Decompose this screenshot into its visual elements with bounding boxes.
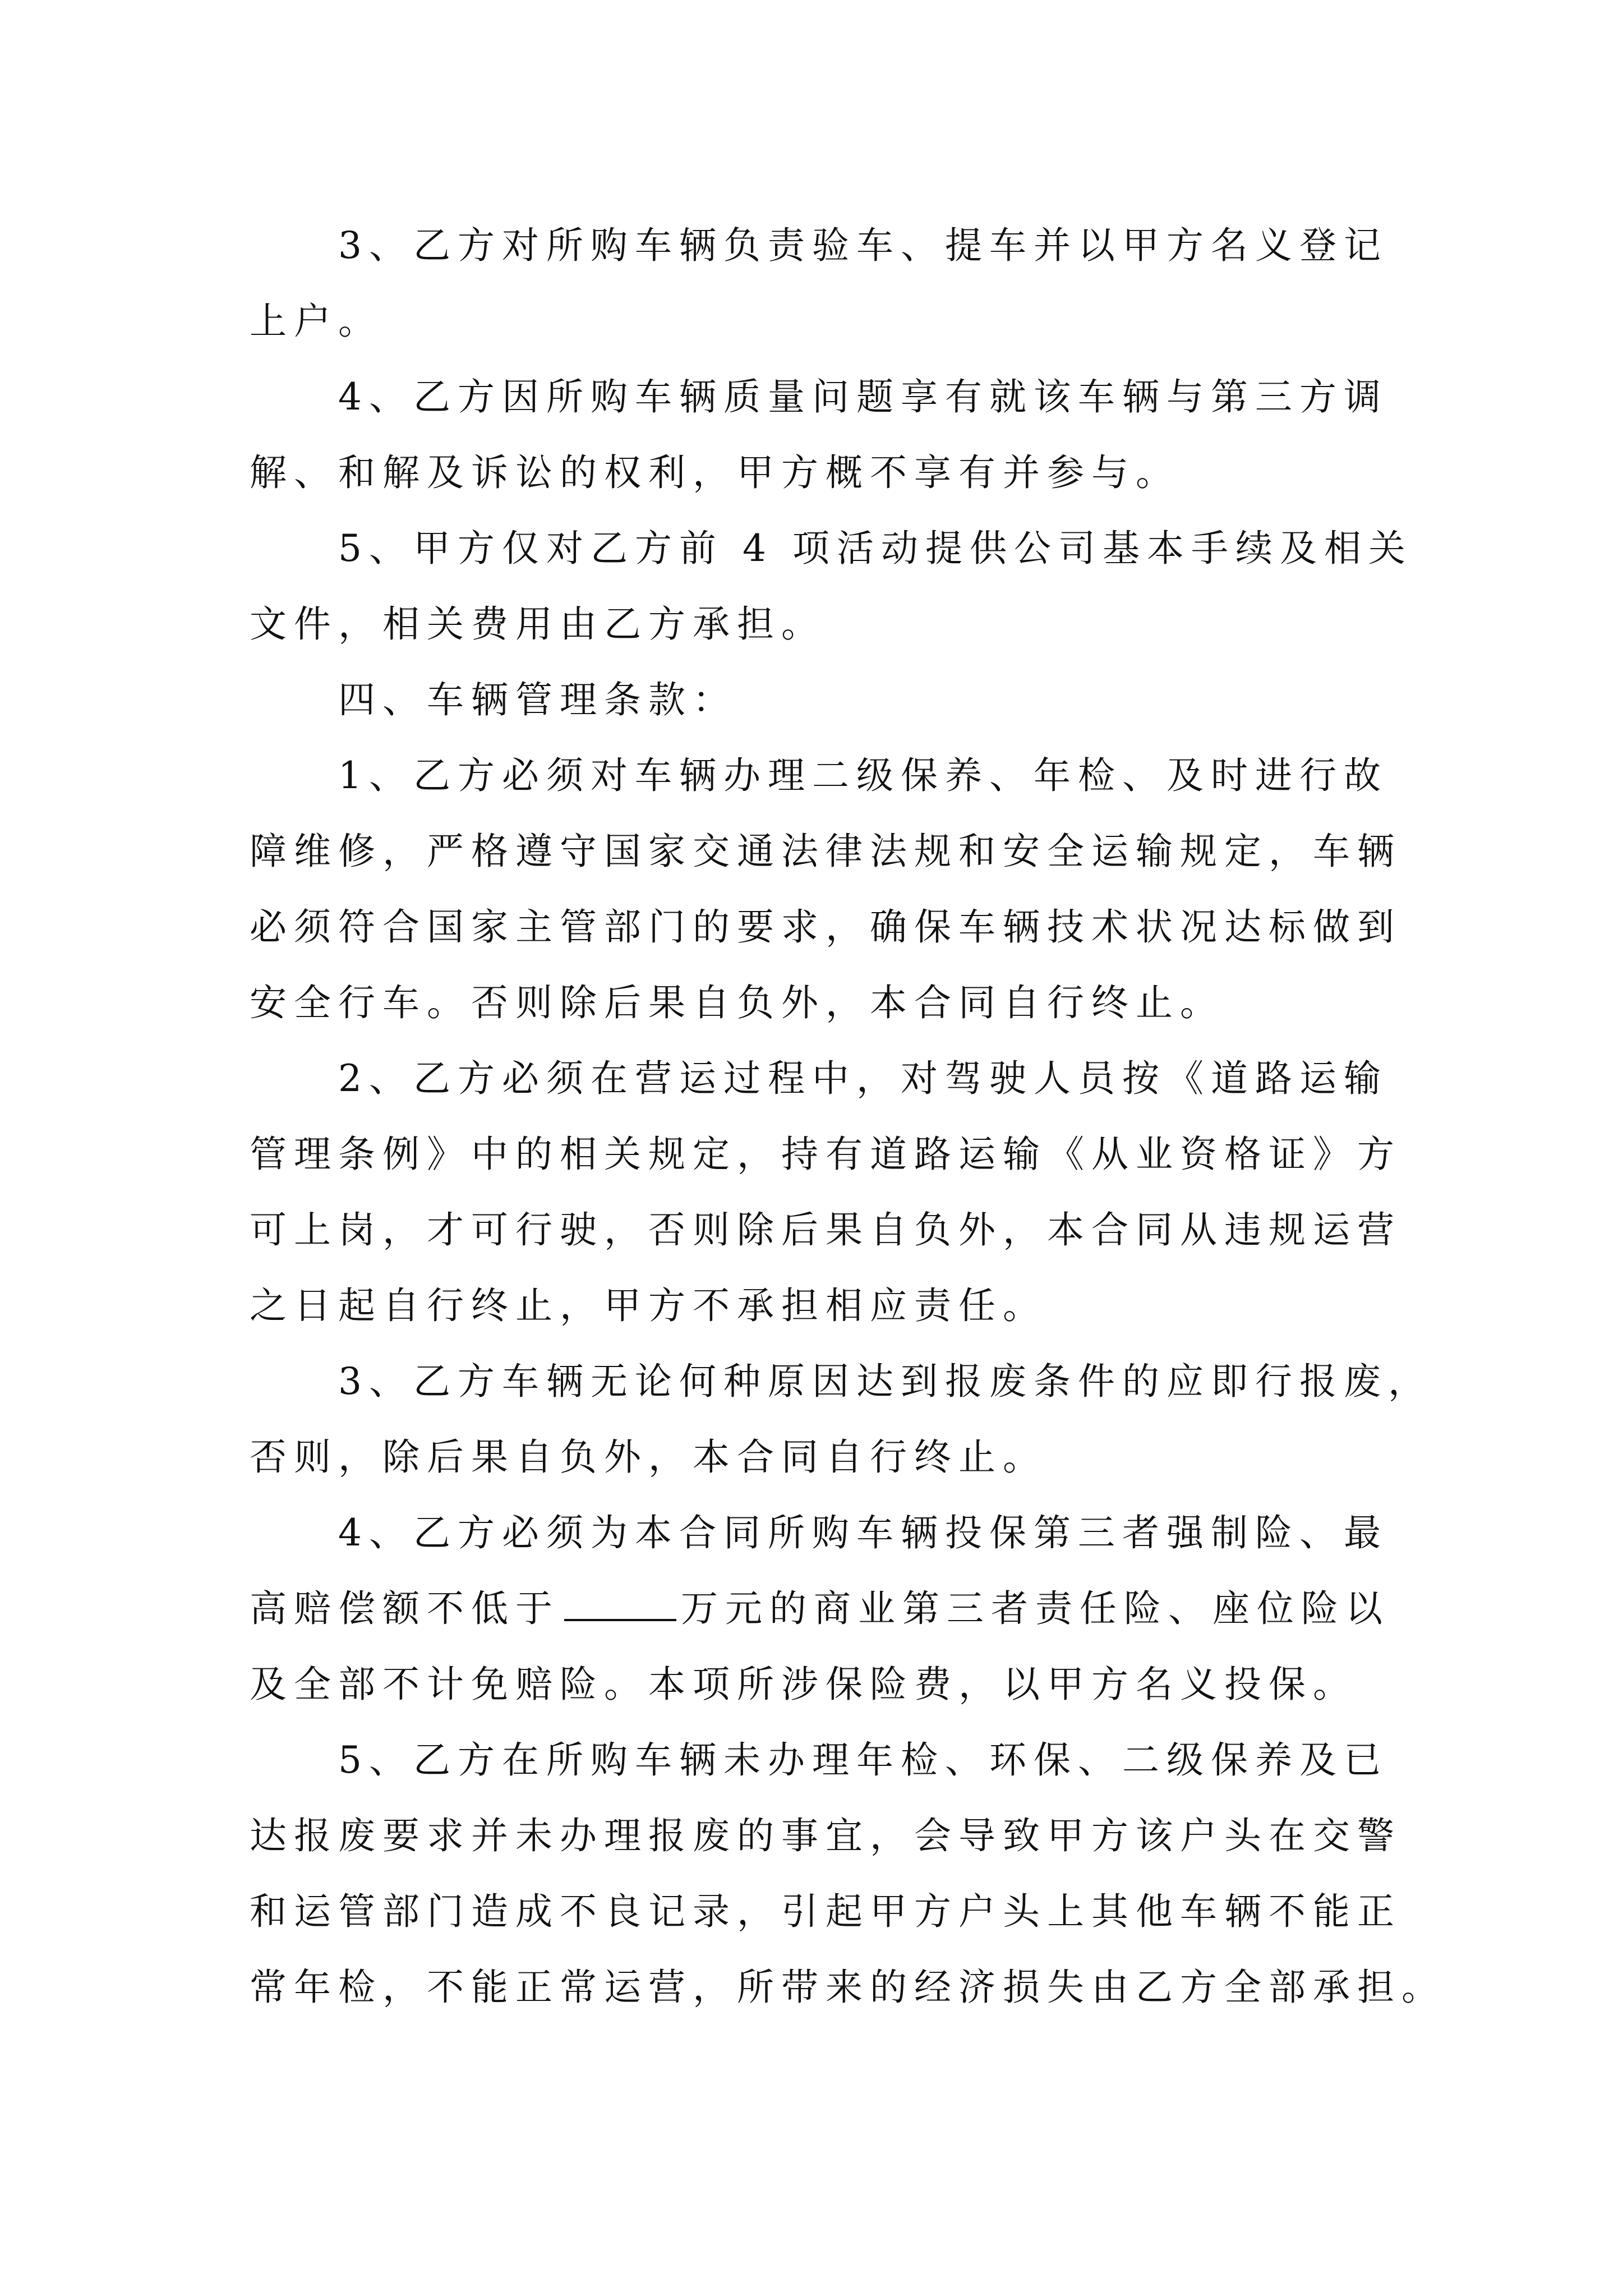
clause-3-scrapping-line-2: 否则，除后果自负外，本合同自行终止。 [250, 1435, 1047, 1479]
document-body [250, 208, 1446, 2025]
clause-2-drivers-line-4: 之日起自行终止，甲方不承担相应责任。 [250, 1284, 1047, 1327]
clause-5-losses-line-1: 5、乙方在所购车辆未办理年检、环保、二级保养及已 [338, 1738, 1388, 1782]
paragraph-5-documents-line-1: 5、甲方仅对乙方前 4 项活动提供公司基本手续及相关 [338, 527, 1413, 570]
clause-1-maintenance-line-2: 障维修，严格遵守国家交通法律法规和安全运输规定，车辆 [250, 830, 1401, 873]
clause-2-drivers-line-2: 管理条例》中的相关规定，持有道路运输《从业资格证》方 [250, 1133, 1401, 1176]
amount-blank-field [564, 1588, 676, 1621]
clause-4-insurance-text-after-blank: 万元的商业第三者责任险、座位险以 [681, 1587, 1390, 1630]
clause-4-insurance-text-before-blank: 高赔偿额不低于 [250, 1587, 560, 1630]
paragraph-5-documents-line-2: 文件，相关费用由乙方承担。 [250, 602, 826, 646]
paragraph-3-purchase-line-2: 上户。 [250, 300, 382, 343]
clause-5-losses-line-4: 常年检，不能正常运营，所带来的经济损失由乙方全部承担。 [250, 1966, 1446, 2009]
clause-3-scrapping-line-1: 3、乙方车辆无论何种原因达到报废条件的应即行报废， [338, 1360, 1432, 1403]
clause-1-maintenance-line-1: 1、乙方必须对车辆办理二级保养、年检、及时进行故 [338, 754, 1388, 797]
paragraph-3-purchase-line-1: 3、乙方对所购车辆负责验车、提车并以甲方名义登记 [338, 224, 1388, 267]
clause-1-maintenance-line-4: 安全行车。否则除后果自负外，本合同自行终止。 [250, 981, 1224, 1024]
clause-4-insurance-line-2 [250, 1571, 1394, 1646]
clause-5-losses-line-2: 达报废要求并未办理报废的事宜，会导致甲方该户头在交警 [250, 1814, 1401, 1857]
paragraph-4-quality-line-1: 4、乙方因所购车辆质量问题享有就该车辆与第三方调 [338, 375, 1388, 418]
clause-4-insurance-line-1: 4、乙方必须为本合同所购车辆投保第三者强制险、最 [338, 1511, 1388, 1554]
section-heading-vehicle-management: 四、车辆管理条款： [338, 678, 737, 721]
clause-5-losses-line-3: 和运管部门造成不良记录，引起甲方户头上其他车辆不能正 [250, 1890, 1401, 1933]
clause-2-drivers-line-3: 可上岗，才可行驶，否则除后果自负外，本合同从违规运营 [250, 1208, 1401, 1251]
paragraph-4-quality-line-2: 解、和解及诉讼的权利，甲方概不享有并参与。 [250, 451, 1180, 494]
clause-2-drivers-line-1: 2、乙方必须在营运过程中，对驾驶人员按《道路运输 [338, 1057, 1388, 1100]
clause-4-insurance-line-3: 及全部不计免赔险。本项所涉保险费，以甲方名义投保。 [250, 1663, 1357, 1706]
clause-1-maintenance-line-3: 必须符合国家主管部门的要求，确保车辆技术状况达标做到 [250, 905, 1401, 949]
